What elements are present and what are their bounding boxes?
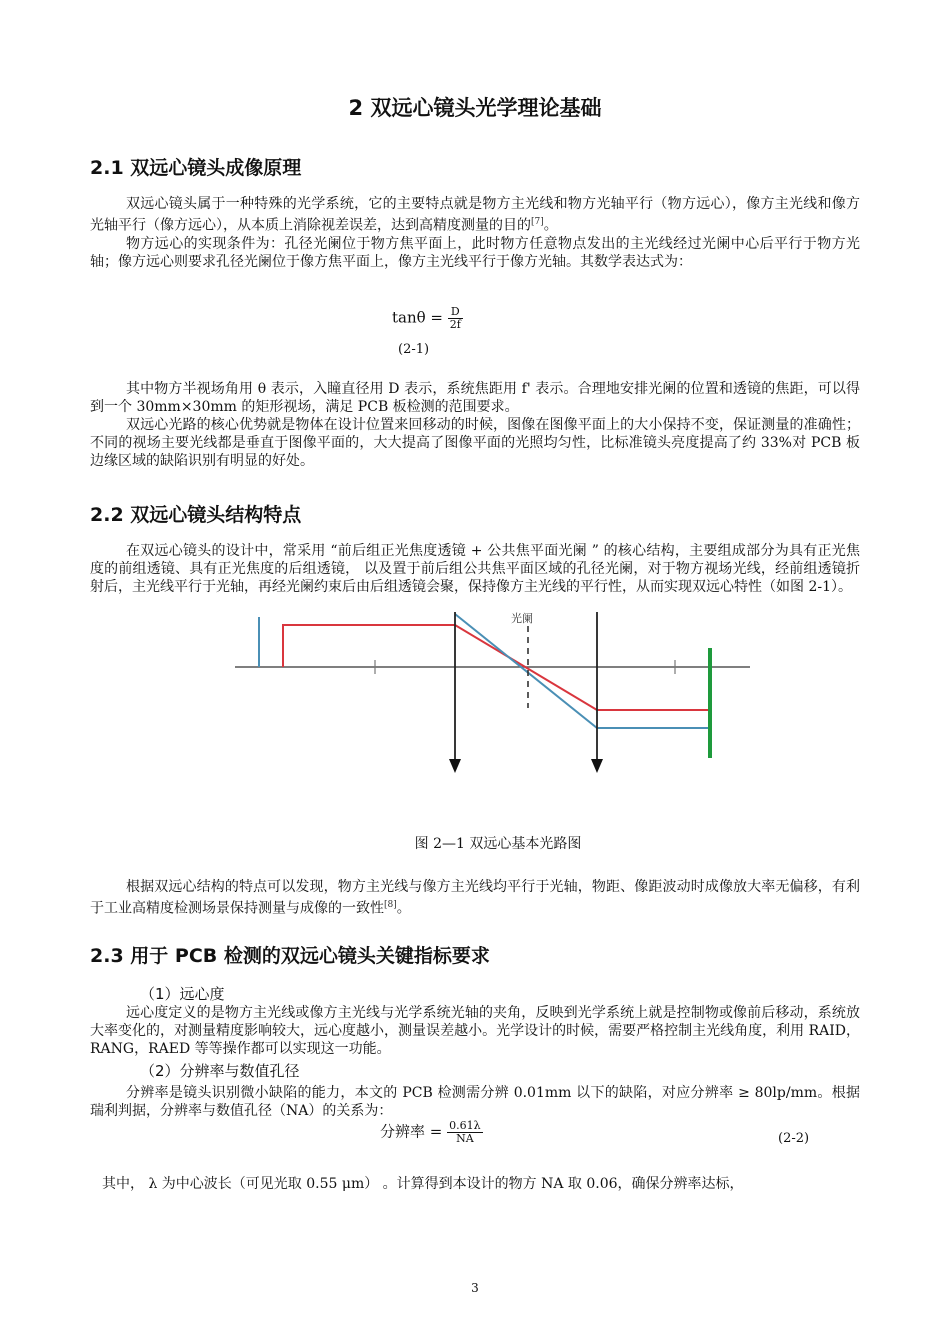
equation-2-1: tanθ = $\frac{D}{2f}$ — [392, 305, 461, 331]
equation-2-2: 分辨率 = $\frac{0.61\lambda}{NA}$ — [380, 1119, 481, 1145]
equation-2-2-fraction: $\frac{0.61\lambda}{NA}$ — [449, 1119, 481, 1145]
subsection-resolution-last-line: 其中， λ 为中心波长（可见光取 0.55 μm） 。计算得到本设计的物方 NA 取 0.06，确保分辨率达标， — [102, 1176, 744, 1192]
section-2-2-paragraph-1: 在双远心镜头的设计中，常采用 “前后组正光焦度透镜 + 公共焦平面光阑 ” 的核心结构，主要组成部分为具有正光焦度的前组透镜、具有正光焦度的后组透镜， 以及置于前后组公共焦平面区域的孔径光阑，对于物方视场光线，经前组透镜折射后，主光线平行于光轴，再经光阑约束后由后组透镜会聚，保持像方主光线的平行性，从而实现双远心特性（如图 2-1）。 — [90, 543, 860, 595]
figure-2-1-caption: 图 2—1 双远心基本光路图 — [414, 836, 582, 852]
section-2-1-paragraph-3: 其中物方半视场角用 θ 表示，入瞳直径用 D 表示，系统焦距用 f' 表示。合理地安排光阑的位置和透镜的焦距，可以得到一个 30mm×30mm 的矩形视场，满足 PCB 板检测的范围要求。 — [90, 381, 860, 415]
equation-2-1-fraction: $\frac{D}{2f}$ — [449, 305, 461, 331]
chapter-title: 2 双远心镜头光学理论基础 — [348, 96, 602, 120]
section-2-1-paragraph-4: 双远心光路的核心优势就是物体在设计位置来回移动的时候，图像在图像平面上的大小保持不变，保证测量的准确性；不同的视场主要光线都是垂直于图像平面的，大大提高了图像平面的光照均匀性，比标准镜头亮度提高了约 33%对 PCB 板边缘区域的缺陷识别有明显的好处。 — [90, 417, 860, 469]
page-number: 3 — [471, 1281, 479, 1295]
aperture-stop-label: 光阑 — [511, 612, 533, 625]
subsection-telecentricity-paragraph: 远心度定义的是物方主光线或像方主光线与光学系统光轴的夹角，反映到光学系统上就是控制物或像前后移动，系统放大率变化的，对测量精度影响较大，远心度越小，测量误差越小。光学设计的时候，需要严格控制主光线角度，利用 RAID，RANG，RAED 等等操作都可以实现这一功能。 — [90, 1005, 860, 1057]
citation-7: [7] — [531, 217, 544, 227]
subsection-resolution-title: （2）分辨率与数值孔径 — [140, 1062, 300, 1080]
citation-8: [8] — [384, 900, 397, 910]
equation-2-1-label: (2-1) — [398, 342, 430, 357]
section-2-2-paragraph-2: 根据双远心结构的特点可以发现，物方主光线与像方主光线均平行于光轴，物距、像距波动时成像放大率无偏移，有利于工业高精度检测场景保持测量与成像的一致性[8]。 — [90, 879, 860, 917]
section-2-1-paragraph-2: 物方远心的实现条件为：孔径光阑位于物方焦平面上，此时物方任意物点发出的主光线经过光阑中心后平行于物方光轴；像方远心则要求孔径光阑位于像方焦平面上，像方主光线平行于像方光轴。其数学表达式为： — [90, 236, 860, 270]
section-2-1-paragraph-1: 双远心镜头属于一种特殊的光学系统，它的主要特点就是物方主光线和物方光轴平行（物方远心），像方主光线和像方光轴平行（像方远心），从本质上消除视差误差，达到高精度测量的目的[7]。 — [90, 196, 860, 234]
section-2-3-title: 2.3 用于 PCB 检测的双远心镜头关键指标要求 — [90, 945, 490, 967]
telecentric-light-path-figure — [230, 612, 760, 782]
rear-lens-arrow-icon — [591, 759, 603, 773]
front-lens-arrow-icon — [449, 759, 461, 773]
section-2-2-title: 2.2 双远心镜头结构特点 — [90, 504, 302, 526]
equation-2-2-label: (2-2) — [778, 1131, 810, 1146]
subsection-telecentricity-title: （1）远心度 — [140, 985, 225, 1003]
subsection-resolution-paragraph: 分辨率是镜头识别微小缺陷的能力，本文的 PCB 检测需分辨 0.01mm 以下的缺陷，对应分辨率 ≥ 80lp/mm。根据瑞利判据，分辨率与数值孔径（NA）的关系为： — [90, 1085, 860, 1119]
section-2-1-title: 2.1 双远心镜头成像原理 — [90, 157, 302, 179]
